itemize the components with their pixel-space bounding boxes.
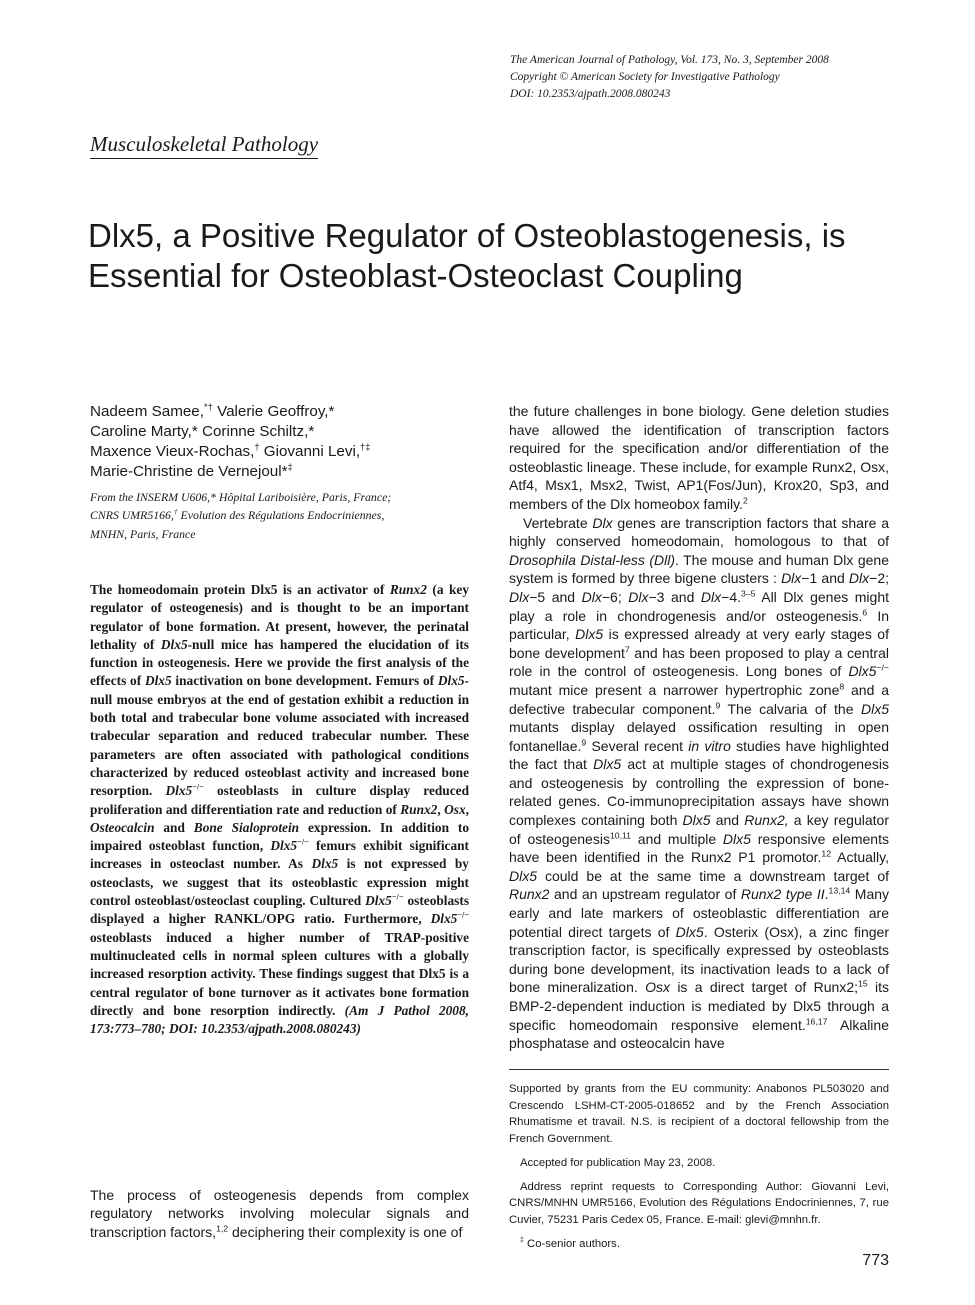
title-line-1: Dlx5, a Positive Regulator of Osteoblastogenesis, is: [88, 217, 846, 254]
author-affiliation-mark: †‡: [360, 440, 371, 452]
section-label: Musculoskeletal Pathology: [90, 130, 318, 159]
abstract-text: The homeodomain protein Dlx5 is an activator of Runx2 (a key regulator of osteogenesis) and is thought to be an important regulator of bone formation. At present, however, the perinatal lethality of Dlx5-null mice has hampered the elucidation of its function in osteogenesis. Here we provide the first analysis of the effects of Dlx5 inactivation on bone development. Femurs of Dlx5-null mouse embryos at the end of gestation exhibit a reduction in both total and trabecular bone volume associated with increased trabecular separation and reduced trabecular number. These parameters are often associated with pathological conditions characterized by reduced osteoblast activity and increased bone resorption. Dlx5−/− osteoblasts in culture display reduced proliferation and differentiation rate and reduction of Runx2, Osx, Osteocalcin and Bone Sialoprotein expression. In addition to impaired osteoblast function, Dlx5−/− femurs exhibit significant increases in osteoclast number. As Dlx5 is not expressed by osteoclasts, we suggest that its osteoblastic expression might control osteoblast/osteoclast coupling. Cultured Dlx5−/− osteoblasts displayed a higher RANKL/OPG ratio. Furthermore, Dlx5−/− osteoblasts induced a higher number of TRAP-positive multinucleated cells in normal spleen cultures with a globally increased resorption activity. These findings suggest that Dlx5 is a central regulator of bone turnover as it activates bone formation directly and bone resorption indirectly. (Am J Pathol 2008, 173:773–780; DOI: 10.2353/ajpath.2008.080243): [90, 582, 470, 1037]
author-line: [90, 442, 480, 462]
abstract: [90, 581, 469, 1038]
citation-ref: 2: [742, 495, 748, 506]
footnote-divider: [509, 1069, 889, 1070]
article-title: [88, 216, 908, 296]
body-paragraph: the future challenges in bone biology. Gene deletion studies have allowed the identification of transcription factors required for the specification and/or differentiation of the osteoblastic lineage. These include, for example Runx2, Osx, Atf4, Msx1, Msx2, Twist, AP1(Fos/Jun), Krox20, Sp3, and members of the Dlx homeobox family.$^2$: [509, 403, 889, 512]
author-name: Giovanni Levi,: [259, 443, 361, 460]
body-paragraph: The process of osteogenesis depends from complex regulatory networks involving molecular signals and transcription factors,$^{1,2}$ deciphering their complexity is one of: [90, 1187, 469, 1240]
author-affiliation-mark: *†: [203, 400, 213, 412]
doi-line: DOI: 10.2353/ajpath.2008.080243: [510, 88, 671, 100]
copyright-line: Copyright © American Society for Investigative Pathology: [510, 71, 780, 83]
author-name: Nadeem Samee,: [90, 403, 204, 420]
affiliation-text: Evolution des Régulations Endocriniennes,: [177, 508, 385, 523]
affiliation-line: [90, 506, 480, 524]
title-line-2: Essential for Osteoblast-Osteoclast Coupling: [88, 257, 743, 294]
body-paragraph: Vertebrate Dlx genes are transcription factors that share a highly conserved homeodomain, homologous to that of Drosophila Distal-less (Dll). The mouse and human Dlx gene system is formed by three bigene clusters : Dlx−1 and Dlx−2; Dlx−5 and Dlx−6; Dlx−3 and Dlx−4.$^{3-5}$ All Dlx genes might play a role in chondrogenesis and/or osteogenesis.$^6$ In particular, Dlx5 is expressed already at very early stages of bone development$^7$ and has been proposed to play a central role in the control of osteogenesis. Long bones of Dlx5−/− mutant mice present a narrower hypertrophic zone$^8$ and a defective trabecular component.$^9$ The calvaria of the Dlx5 mutants display delayed ossification resulting in open fontanellae.$^9$ Several recent in vitro studies have highlighted the fact that Dlx5 act at multiple stages of chondrogenesis and osteogenesis by controlling the expression of bone-related genes. Co-immunoprecipitation assays have shown complexes containing both Dlx5 and Runx2, a key regulator of osteogenesis$^{10,11}$ and multiple Dlx5 responsive elements have been identified in the Runx2 P1 promotor.$^{12}$ Actually, Dlx5 could be at the same time a downstream target of Runx2 and an upstream regulator of Runx2 type II.$^{13,14}$ Many early and late markers of osteoblastic differentiation are potential direct targets of Dlx5. Osterix (Osx), a zinc finger transcription factor, is specifically expressed by osteoblasts during bone development, its inactivation leads to a lack of bone mineralization. Osx is a direct target of Runx2;$^{15}$ its BMP-2-dependent induction is mediated by Dlx5 through a specific homeodomain responsive element.$^{16,17}$ Alkaline phosphatase and osteocalcin have: [509, 514, 890, 1052]
affiliation-line: From the INSERM U606,* Hôpital Lariboisière, Paris, France;: [90, 490, 392, 504]
funding-note: Supported by grants from the EU community: Anabonos PL503020 and Crescendo LSHM-CT-2005-018652 and by the French Association Rhumatisme et travail. N.S. is recipient of a doctoral fellowship from the French Government.: [509, 1083, 889, 1146]
citation-ref: 1,2: [216, 1222, 229, 1233]
author-affiliation-mark: ‡: [287, 460, 293, 472]
author-line: [90, 402, 480, 422]
co-senior-note: [509, 1236, 889, 1253]
author-list: [90, 402, 480, 482]
author-line: Caroline Marty,* Corinne Schiltz,*: [90, 423, 315, 440]
affiliation-text: CNRS UMR5166,: [90, 508, 174, 523]
journal-citation: The American Journal of Pathology, Vol. 173, No. 3, September 2008: [510, 54, 829, 66]
author-line: [90, 462, 480, 482]
author-name: Marie-Christine de Vernejoul*: [90, 463, 288, 480]
author-affiliation-mark: †: [254, 440, 260, 452]
author-name: Maxence Vieux-Rochas,: [90, 443, 255, 460]
abstract-citation: (Am J Pathol 2008, 173:773–780; DOI: 10.2353/ajpath.2008.080243): [90, 1002, 469, 1037]
footnote-text: Co-senior authors.: [523, 1237, 620, 1250]
affiliation-mark: †: [173, 507, 178, 517]
body-text-left: [90, 1186, 469, 1241]
footnotes: [509, 1081, 889, 1259]
journal-header: [510, 52, 930, 103]
affiliation-line: MNHN, Paris, France: [90, 526, 196, 541]
affiliations: [90, 488, 480, 543]
acceptance-note: Accepted for publication May 23, 2008.: [520, 1156, 716, 1169]
author-name: Valerie Geoffroy,*: [212, 403, 335, 420]
footnote-mark: ‡: [520, 1236, 524, 1244]
reprint-note: Address reprint requests to Corresponding Author: Giovanni Levi, CNRS/MNHN UMR5166, Evolution des Régulations Endocriniennes, 7, rue Cuvier, 75231 Paris Cedex 05, France. E-mail: glevi@mnhn.fr.: [509, 1180, 889, 1226]
page-number: 773: [862, 1252, 889, 1269]
body-text-right: [509, 402, 889, 1053]
